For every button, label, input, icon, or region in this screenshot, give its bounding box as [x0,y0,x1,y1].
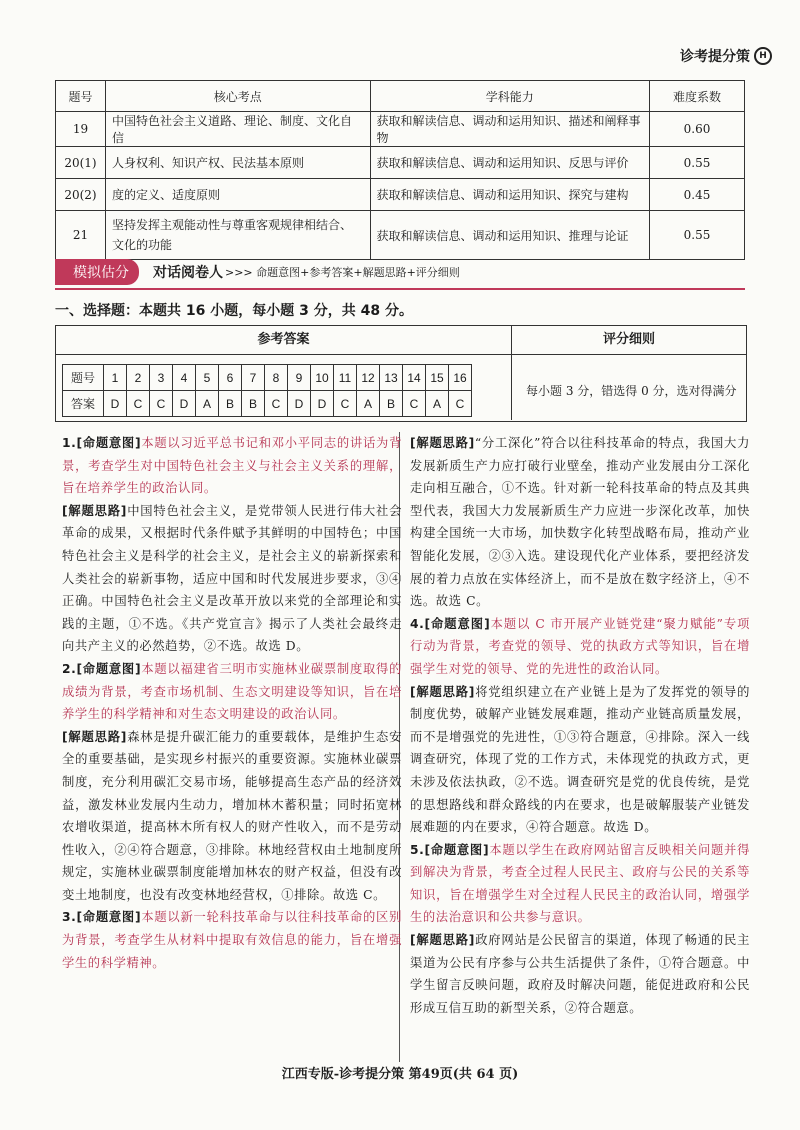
right-column [410,432,750,1019]
cell-difficulty: 0.45 [650,179,745,211]
paragraph-text: 中国特色社会主义，是党带领人民进行伟大社会革命的成果，又根据时代条件赋予其鲜明的中国特色；中国特色社会主义是科学的社会主义，是社会主义的崭新探索和人类社会的崭新事物，适应中国和时代发展进步要求，③④正确。中国特色社会主义是改革开放以来党的全部理论和实践的主题，①不选。《共产党宣言》揭示了人类社会最终走向共产主义的必然趋势，②不选。故选 D。 [62,503,402,654]
paragraph-label: [命题意图] [76,910,142,925]
question-number-cell: 11 [334,365,357,391]
table-row [56,211,745,260]
answer-cell: B [219,391,242,417]
cell-ability: 获取和解读信息、调动和运用知识、反思与评价 [370,147,650,179]
explanation-paragraph [410,839,750,929]
question-number-cell: 3 [150,365,173,391]
question-number: 5. [410,842,425,857]
answer-cell: B [380,391,403,417]
paragraph-label: [解题思路] [410,436,475,450]
answer-cell: C [334,391,357,417]
table-row [56,179,745,211]
explanation-paragraph [410,681,750,839]
answer-number-row [63,365,472,391]
answer-cell: A [357,391,380,417]
answer-key-title: 参考答案 [56,326,512,355]
question-number-cell: 5 [196,365,219,391]
paragraph-text: 本题以学生在政府网站留言反映相关问题并得到解决为背景，考查全过程人民民主、政府与公民的关系等知识，旨在增强学生对全过程人民民主的政治认同，增强学生的法治意识和公共参与意识。 [410,842,750,925]
paragraph-text: 政府网站是公民留言的渠道，体现了畅通的民主渠道为公民有序参与公共生活提供了条件，①符合题意。中学生留言反映问题，政府及时解决问题，能促进政府和公民形成互信互助的新型关系，②符合题意。 [410,933,750,1015]
cell-number: 20(1) [56,147,106,179]
section-tag: 模拟估分 [55,259,139,285]
question-number-cell: 14 [403,365,426,391]
cell-ability: 获取和解读信息、调动和运用知识、推理与论证 [370,211,650,260]
question-number-cell: 6 [219,365,242,391]
table-header-row [56,81,745,112]
paragraph-text: 本题以习近平总书记和邓小平同志的讲话为背景，考查学生对中国特色社会主义与社会主义关系的理解，旨在培养学生的政治认同。 [62,436,402,496]
table-row [56,112,745,147]
cell-difficulty: 0.55 [650,147,745,179]
explanation-paragraph [62,906,402,974]
brand-name: 诊考提分策 [680,49,750,65]
question-number-cell: 16 [449,365,472,391]
paragraph-label: [命题意图] [76,436,142,450]
answer-cell: A [196,391,219,417]
answer-cell: B [242,391,265,417]
cell-number: 21 [56,211,106,260]
difficulty-table [55,80,745,260]
header-number: 题号 [56,81,106,112]
scoring-title: 评分细则 [512,326,746,355]
left-column [62,432,402,974]
answer-cell: A [426,391,449,417]
section-subtitle: >>> 命题意图+参考答案+解题思路+评分细则 [225,266,460,279]
paragraph-label: [解题思路] [410,933,476,948]
explanation-paragraph [410,432,750,613]
question-number: 3. [62,910,77,925]
answer-cell: D [104,391,127,417]
paragraph-label: [解题思路] [410,684,476,699]
header-ability: 学科能力 [370,81,650,112]
paragraph-text: 将党组织建立在产业链上是为了发挥党的领导的制度优势，破解产业链发展难题，推动产业链高质量发展，而不是增强党的先进性，①③符合题意，④排除。深入一线调查研究，体现了党的工作方式，未体现党的执政方式，更未涉及依法执政，②不选。调查研究是党的优良传统，是党的思想路线和群众路线的内在要求，也是破解服装产业链发展难题的内在要求，④符合题意。故选 D。 [410,684,750,835]
answer-key-table [62,364,472,417]
explanation-paragraph [62,726,402,907]
paragraph-label: [命题意图] [424,616,491,631]
explanation-paragraph [410,613,750,681]
page-footer: 江西专版-诊考提分策 第49页(共 64 页) [281,1067,519,1082]
question-number-cell: 4 [173,365,196,391]
cell-number: 19 [56,112,106,147]
cell-topic: 坚持发挥主观能动性与尊重客观规律相结合、文化的功能 [105,211,370,260]
answer-cell: C [265,391,288,417]
answer-cell: C [127,391,150,417]
cell-ability: 获取和解读信息、调动和运用知识、描述和阐释事物 [370,112,650,147]
question-heading: 一、选择题：本题共 16 小题，每小题 3 分，共 48 分。 [55,303,413,319]
question-number-cell: 8 [265,365,288,391]
question-number-cell: 1 [104,365,127,391]
cell-topic: 人身权利、知识产权、民法基本原则 [105,147,370,179]
explanation-paragraph [410,929,750,1019]
row-label: 题号 [63,365,104,391]
answer-key-box [55,325,747,422]
header-difficulty: 难度系数 [650,81,745,112]
cell-topic: 中国特色社会主义道路、理论、制度、文化自信 [105,112,370,147]
paragraph-text: “分工深化”符合以往科技革命的特点，我国大力发展新质生产力应打破行业壁垒，推动产业发展由分工深化走向相互融合，①不选。针对新一轮科技革命的特点及其典型代表，我国大力发展新质生产力应进一步深化改革，加快构建全国统一大市场，加快数字化转型战略布局，推动产业智能化发展，②③入选。建设现代化产业体系，要把经济发展的着力点放在实体经济上，而不是放在数字经济上，④不选。故选 C。 [410,436,751,609]
cell-ability: 获取和解读信息、调动和运用知识、探究与建构 [370,179,650,211]
paragraph-label: [命题意图] [76,661,142,676]
scoring-text: 每小题 3 分，错选得 0 分，选对得满分 [526,384,737,398]
paragraph-label: [解题思路] [62,503,128,518]
cell-topic: 度的定义、适度原则 [105,179,370,211]
answer-cell: D [173,391,196,417]
answer-letter-row [63,391,472,417]
explanation-paragraph [62,500,402,658]
question-number-cell: 12 [357,365,380,391]
brand-logo-icon: H [754,47,772,65]
question-number: 2. [62,661,77,676]
answer-cell: D [288,391,311,417]
section-divider [55,288,745,290]
section-banner [55,260,745,284]
paragraph-text: 本题以福建省三明市实施林业碳票制度取得的成绩为背景，考查市场机制、生态文明建设等知识，旨在培养学生的科学精神和对生态文明建设的政治认同。 [62,661,402,722]
question-number-cell: 13 [380,365,403,391]
answer-cell: C [403,391,426,417]
explanation-paragraph [62,658,402,726]
answer-cell: C [150,391,173,417]
table-row [56,147,745,179]
question-number-cell: 9 [288,365,311,391]
header-topic: 核心考点 [105,81,370,112]
question-number-cell: 15 [426,365,449,391]
paragraph-text: 森林是提升碳汇能力的重要载体，是维护生态安全的重要基础，是实现乡村振兴的重要资源。实施林业碳票制度，充分利用碳汇交易市场，能够提高生态产品的经济效益，激发林业发展内生动力，增加林木蓄积量；同时拓宽林农增收渠道，提高林木所有权人的财产性收入，而不是劳动性收入，②④符合题意，③排除。林地经营权由土地制度所规定，实施林业碳票制度能增加林农的财产权益，但没有改变土地制度，也没有改变林地经营权，①排除。故选 C。 [62,729,402,902]
question-number: 1. [62,436,77,450]
answer-key-divider [511,354,512,420]
row-label: 答案 [63,391,104,417]
paragraph-text: 本题以 C 市开展产业链党建“聚力赋能”专项行动为背景，考查党的领导、党的执政方式等知识，旨在增强学生对党的领导、党的先进性的政治认同。 [410,616,750,676]
paragraph-label: [解题思路] [62,729,128,744]
cell-difficulty: 0.60 [650,112,745,147]
explanation-paragraph [62,432,402,500]
cell-number: 20(2) [56,179,106,211]
cell-difficulty: 0.55 [650,211,745,260]
answer-cell: D [311,391,334,417]
question-number-cell: 2 [127,365,150,391]
section-title: 对话阅卷人 [153,265,223,281]
paragraph-text: 本题以新一轮科技革命与以往科技革命的区别为背景，考查学生从材料中提取有效信息的能力，旨在增强学生的科学精神。 [62,910,402,970]
question-number-cell: 10 [311,365,334,391]
answer-cell: C [449,391,472,417]
brand [680,46,772,66]
question-number-cell: 7 [242,365,265,391]
paragraph-label: [命题意图] [424,842,490,857]
question-number: 4. [410,616,425,631]
